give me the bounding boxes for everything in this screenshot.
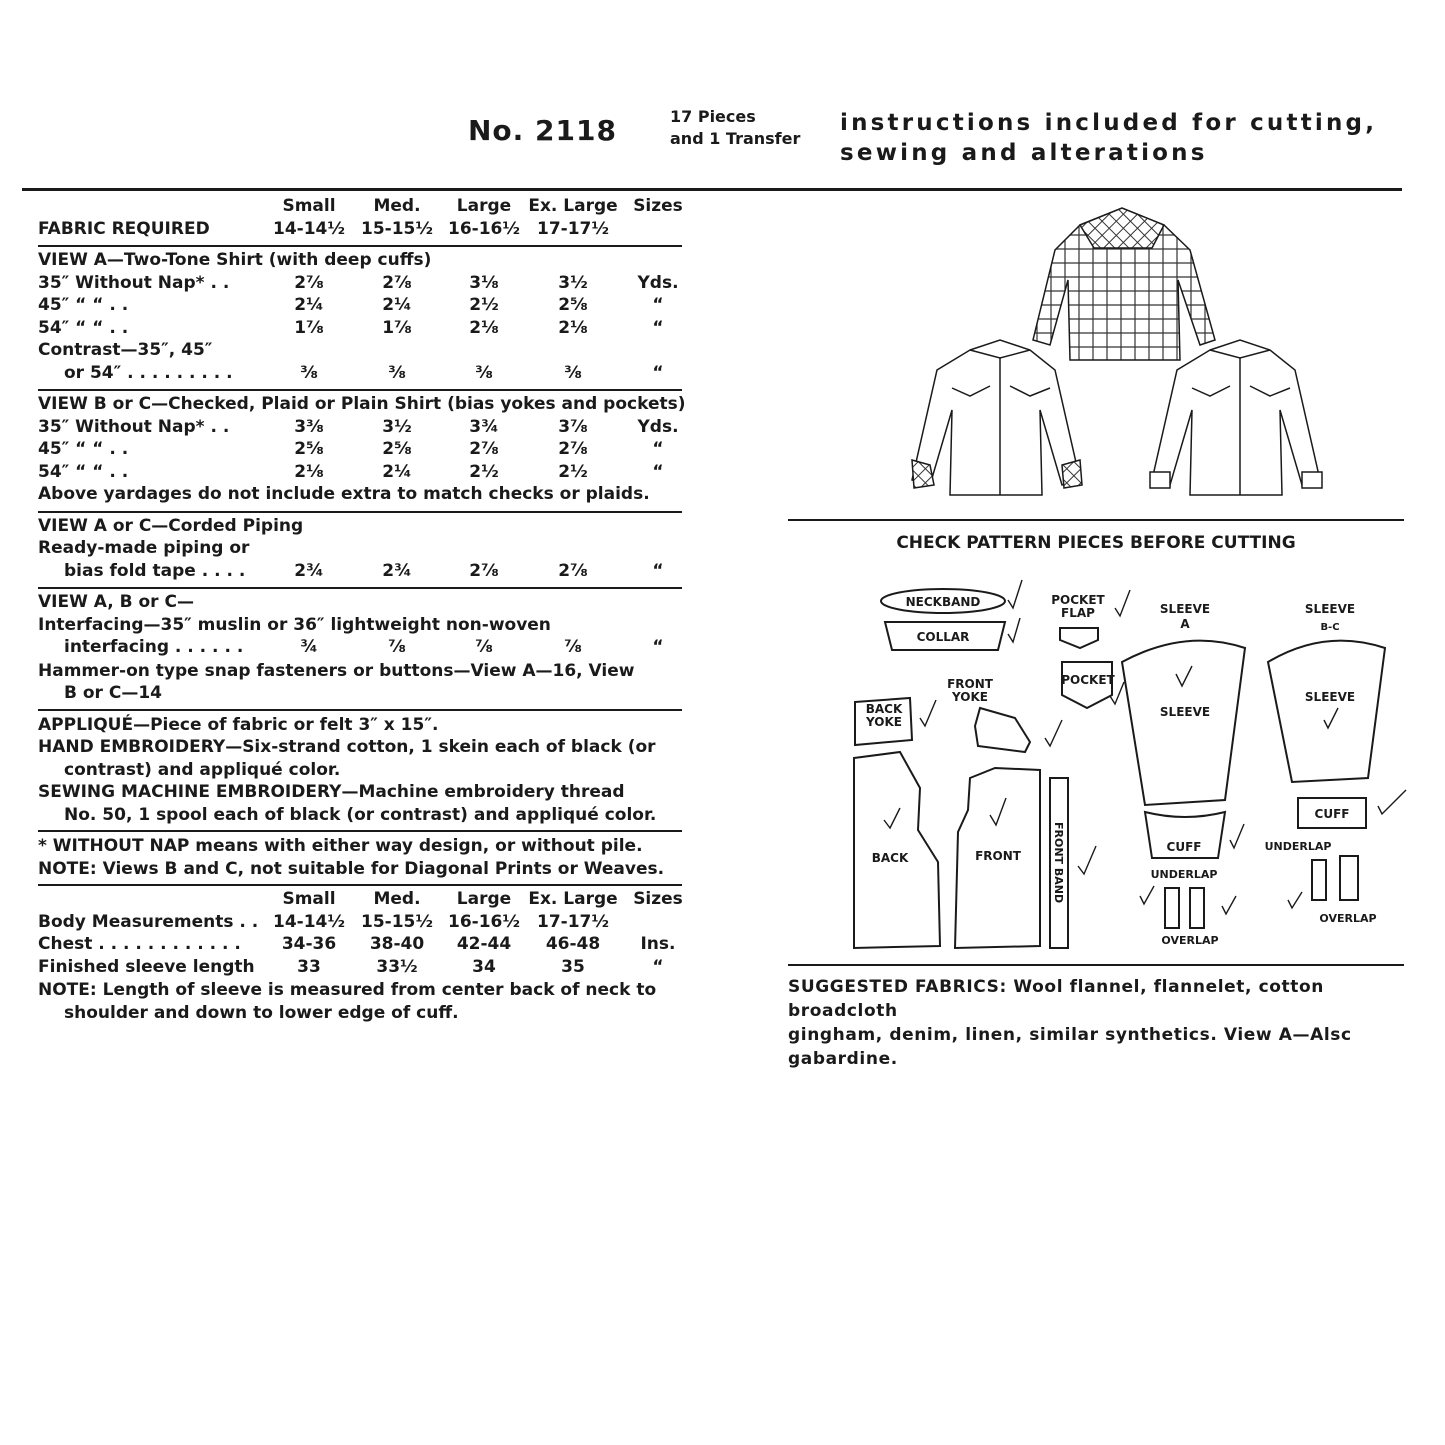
body-sizes-header: Small Med. Large Ex. Large Sizes xyxy=(282,889,683,909)
size-range: 16-16½ xyxy=(448,218,520,239)
svg-text:POCKET: POCKET xyxy=(1051,593,1105,607)
instructions-line-2: sewing and alterations xyxy=(840,140,1208,166)
table-row: 45″ “ “ . . 2⅝ 2⅝ 2⅞ 2⅞ “ xyxy=(38,439,664,459)
svg-text:FRONT: FRONT xyxy=(975,849,1021,863)
svg-text:OVERLAP: OVERLAP xyxy=(1319,912,1377,925)
table-row: 35″ Without Nap* . . 3⅜ 3½ 3¾ 3⅞ Yds. xyxy=(38,416,679,437)
pieces-line-2: and 1 Transfer xyxy=(670,129,801,148)
cuff-bc-piece xyxy=(1298,798,1366,828)
check-pattern-title: CHECK PATTERN PIECES BEFORE CUTTING xyxy=(896,533,1296,553)
svg-text:BACK: BACK xyxy=(865,702,903,716)
middle-divider xyxy=(788,519,1404,521)
underlap-overlap-bc xyxy=(1265,840,1377,925)
size-small: Small xyxy=(282,196,336,216)
front-piece xyxy=(955,768,1040,948)
table-row: or 54″ . . . . . . . . . ⅜ ⅜ ⅜ ⅜ “ xyxy=(64,362,664,383)
top-divider xyxy=(22,188,1402,191)
piping-title: VIEW A or C—Corded Piping xyxy=(38,515,304,536)
pocket-flap-piece xyxy=(1051,593,1105,648)
svg-text:YOKE: YOKE xyxy=(952,690,988,704)
svg-text:FRONT: FRONT xyxy=(947,677,993,691)
sleeve-note: NOTE: Length of sleeve is measured from center back of neck to shoulder and down to lower edge of cuff. xyxy=(38,980,657,1023)
back-piece xyxy=(854,752,940,948)
table-row: 54″ “ “ . . 1⅞ 1⅞ 2⅛ 2⅛ “ xyxy=(38,317,664,338)
view-bc-title: VIEW B or C—Checked, Plaid or Plain Shirt (bias yokes and pockets) xyxy=(38,394,686,414)
fabric-required-row xyxy=(38,219,682,242)
divider xyxy=(38,830,682,832)
svg-text:A: A xyxy=(1180,617,1190,631)
divider xyxy=(38,511,682,513)
contrast-label: Contrast—35″, 45″ xyxy=(38,340,213,360)
size-range: 14-14½ xyxy=(273,218,345,239)
front-yoke-piece xyxy=(947,677,1030,752)
pieces-count xyxy=(670,106,800,150)
pocket-piece xyxy=(1061,662,1115,708)
table-row: 54″ “ “ . . 2⅛ 2¼ 2½ 2½ “ xyxy=(38,461,664,482)
svg-text:SLEEVE: SLEEVE xyxy=(1304,602,1356,616)
size-xlarge: Ex. Large xyxy=(528,196,618,216)
view-c-shirt xyxy=(1150,340,1322,495)
view-a-back-shirt xyxy=(1033,208,1215,360)
checks-note: Above yardages do not include extra to match checks or plaids. xyxy=(38,484,650,504)
svg-text:OVERLAP: OVERLAP xyxy=(1161,934,1219,947)
view-b-shirt xyxy=(912,340,1082,495)
svg-text:UNDERLAP: UNDERLAP xyxy=(1264,840,1332,853)
svg-text:COLLAR: COLLAR xyxy=(916,630,970,644)
divider xyxy=(38,884,682,886)
pattern-pieces-diagram xyxy=(840,570,1415,955)
shirt-views-illustration xyxy=(890,200,1390,510)
svg-text:FRONT BAND: FRONT BAND xyxy=(1052,822,1065,904)
svg-text:CUFF: CUFF xyxy=(1166,840,1202,854)
table-row: Body Measurements . . 14-14½ 15-15½ 16-16½ 17-17½ xyxy=(38,911,609,932)
table-row: Chest . . . . . . . . . . . . 34-36 38-40 42-44 46-48 Ins. xyxy=(38,934,676,954)
notes: * WITHOUT NAP means with either way design, or without pile. NOTE: Views B and C, not suitable for Diagonal Prints or Weaves. xyxy=(38,836,665,879)
interfacing-line: Interfacing—35″ muslin or 36″ lightweight non-woven xyxy=(38,614,551,635)
size-med: Med. xyxy=(373,196,421,216)
front-band-piece xyxy=(1050,778,1068,948)
applique-section: APPLIQUÉ—Piece of fabric or felt 3″ x 15″. HAND EMBROIDERY—Six-strand cotton, 1 skein each of black (or contrast) and appliqué color. SEWING MACHINE EMBROIDERY—Machine embroidery thread No. 50, 1 spool each of black (or contrast) and appliqué color. xyxy=(38,714,657,825)
sleeve-bc-piece xyxy=(1268,602,1385,782)
svg-text:POCKET: POCKET xyxy=(1061,673,1115,687)
table-row: 35″ Without Nap* . . 2⅞ 2⅞ 3⅛ 3½ Yds. xyxy=(38,272,679,293)
divider xyxy=(38,587,682,589)
divider xyxy=(38,389,682,391)
back-yoke-piece xyxy=(855,698,912,745)
divider xyxy=(38,709,682,711)
table-row: 45″ “ “ . . 2¼ 2¼ 2½ 2⅝ “ xyxy=(38,295,664,315)
svg-text:CUFF: CUFF xyxy=(1314,807,1350,821)
table-row: Finished sleeve length 33 33½ 34 35 “ xyxy=(38,956,664,977)
table-row: bias fold tape . . . . 2¾ 2¾ 2⅞ 2⅞ “ xyxy=(64,560,664,581)
bottom-divider xyxy=(788,964,1404,966)
svg-text:FLAP: FLAP xyxy=(1061,606,1095,620)
size-large: Large xyxy=(456,196,512,216)
fabric-table xyxy=(38,196,686,1024)
snap-fasteners: Hammer-on type snap fasteners or buttons—View A—16, View B or C—14 xyxy=(38,660,635,703)
svg-text:YOKE: YOKE xyxy=(866,715,902,729)
sleeve-a-piece xyxy=(1122,602,1245,805)
cuff-a-piece xyxy=(1145,812,1225,858)
suggested-fabrics: SUGGESTED FABRICS: Wool flannel, flannelet, cotton broadcloth gingham, denim, linen, similar synthetics. View A—Alsc gabardine. xyxy=(788,977,1352,1069)
svg-text:UNDERLAP: UNDERLAP xyxy=(1150,868,1218,881)
svg-text:BACK: BACK xyxy=(871,851,909,865)
svg-text:SLEEVE: SLEEVE xyxy=(1159,705,1211,719)
instructions-line-1: instructions included for cutting, xyxy=(840,110,1378,136)
piping-line: Ready-made piping or xyxy=(38,538,250,558)
pattern-number: No. 2118 xyxy=(468,114,617,147)
svg-text:B-C: B-C xyxy=(1320,622,1340,633)
neckband-piece xyxy=(881,589,1005,613)
view-a-title: VIEW A—Two-Tone Shirt (with deep cuffs) xyxy=(38,250,432,270)
sizes-label: Sizes xyxy=(633,196,683,216)
sizes-header-row xyxy=(38,196,682,219)
size-range: 15-15½ xyxy=(361,218,433,239)
divider xyxy=(38,245,682,247)
size-range: 17-17½ xyxy=(537,218,609,239)
table-row: interfacing . . . . . . ¾ ⅞ ⅞ ⅞ “ xyxy=(64,637,664,657)
svg-text:SLEEVE: SLEEVE xyxy=(1159,602,1211,616)
pieces-line-1: 17 Pieces xyxy=(670,107,756,126)
collar-piece xyxy=(885,622,1005,650)
svg-text:SLEEVE: SLEEVE xyxy=(1304,690,1356,704)
underlap-overlap-a xyxy=(1151,868,1219,947)
fabric-required-label: FABRIC REQUIRED xyxy=(38,218,210,239)
instructions-heading xyxy=(840,108,1377,168)
svg-text:NECKBAND: NECKBAND xyxy=(905,595,981,609)
interfacing-title: VIEW A, B or C— xyxy=(38,592,194,612)
